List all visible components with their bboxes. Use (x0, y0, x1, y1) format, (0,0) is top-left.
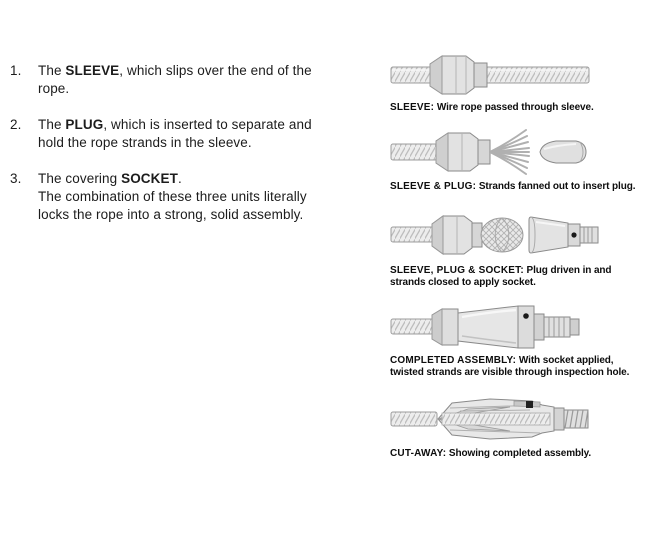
item-text-pre: The covering (38, 171, 122, 186)
caption-text: With socket applied, twisted strands are visible through inspection hole. (390, 355, 630, 378)
figure-completed-assembly (390, 301, 646, 378)
instruction-item-3 (10, 170, 340, 224)
sleeve-plug-socket-illustration (390, 209, 605, 261)
figure-caption (390, 448, 644, 460)
item-text-post: , which is inserted to separate and hold the rope strands in the sleeve. (38, 117, 312, 150)
item-text-pre: The (38, 117, 66, 132)
item-number: 2. (10, 117, 22, 132)
caption-text: Wire rope passed through sleeve. (434, 102, 594, 113)
item-text (38, 62, 326, 98)
item-text (38, 170, 326, 224)
caption-label: SLEEVE, PLUG & SOCKET: (390, 265, 524, 276)
caption-label: SLEEVE & PLUG: (390, 181, 477, 192)
figure-caption (390, 355, 644, 378)
item-keyword: PLUG (65, 117, 104, 132)
sleeve-plug-illustration (390, 127, 595, 177)
item-keyword: SOCKET (121, 171, 178, 186)
caption-label: SLEEVE: (390, 102, 435, 113)
figure-cut-away (390, 394, 646, 460)
item-number: 3. (10, 171, 22, 186)
figure-caption (390, 181, 644, 193)
caption-text: Showing completed assembly. (446, 448, 592, 459)
item-keyword: SLEEVE (65, 63, 120, 78)
instruction-list (10, 62, 340, 242)
item-text-post: . (177, 171, 182, 186)
figure-caption (390, 102, 644, 114)
item-number: 1. (10, 63, 22, 78)
figure-sleeve (390, 52, 646, 114)
completed-assembly-illustration (390, 301, 600, 351)
sleeve-illustration (390, 52, 595, 98)
caption-text: Strands fanned out to insert plug. (476, 181, 636, 192)
item-text-extra: The combination of these three units literally locks the rope into a strong, solid assembly. (38, 189, 307, 222)
item-text (38, 116, 326, 152)
instruction-item-2 (10, 116, 340, 152)
item-text-post: , which slips over the end of the rope. (38, 63, 312, 96)
instruction-item-1 (10, 62, 340, 98)
figure-sleeve-plug (390, 127, 646, 193)
item-text-pre: The (38, 63, 66, 78)
figure-caption (390, 265, 644, 288)
caption-text: Plug driven in and strands closed to apply socket. (390, 265, 612, 288)
figure-sleeve-plug-socket (390, 209, 646, 288)
cut-away-illustration (390, 394, 600, 444)
caption-label: CUT-AWAY: (390, 448, 447, 459)
caption-label: COMPLETED ASSEMBLY: (390, 355, 517, 366)
